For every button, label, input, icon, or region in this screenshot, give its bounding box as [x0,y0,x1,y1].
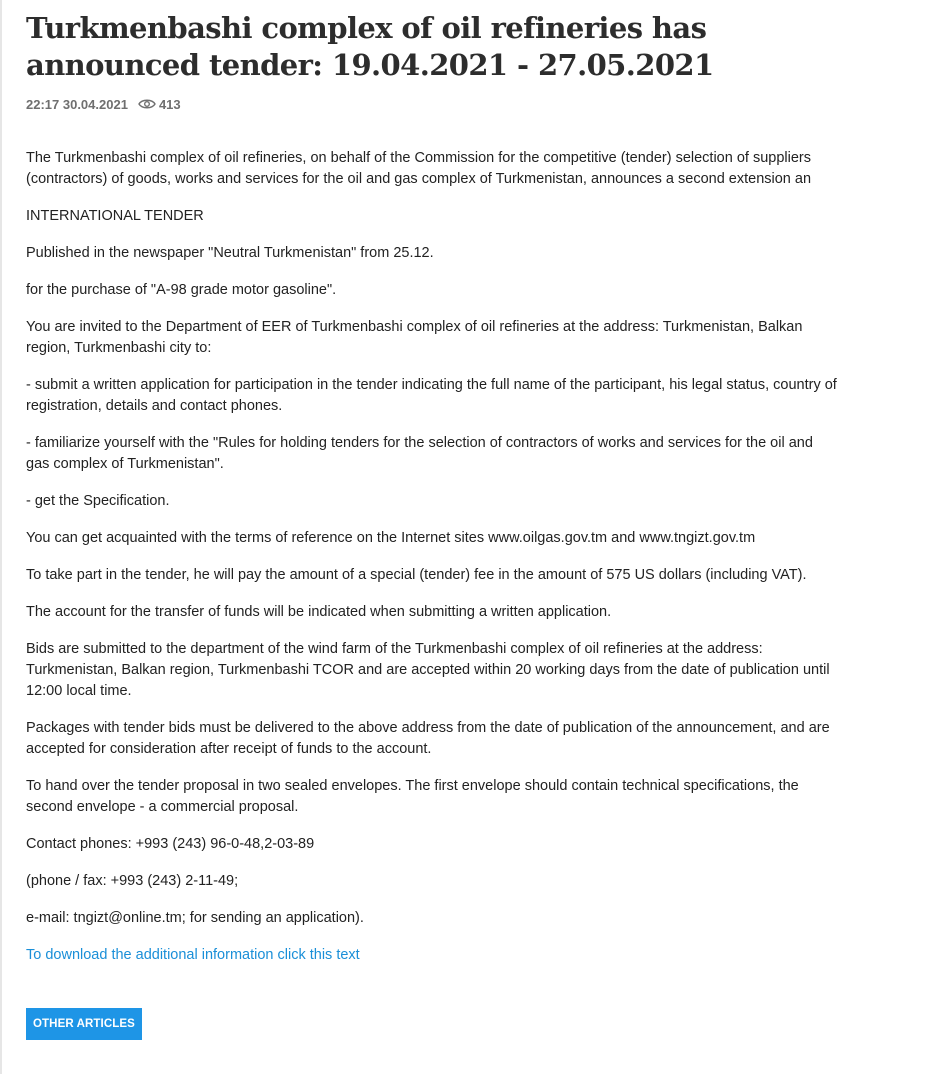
article [26,0,838,1040]
paragraph: You are invited to the Department of EER of Turkmenbashi complex of oil refineries at the address: Turkmenistan, Balkan region, Turkmenbashi city to: [26,319,803,356]
article-timestamp: 22:17 30.04.2021 [26,96,128,112]
download-paragraph [26,945,838,966]
paragraph: The account for the transfer of funds will be indicated when submitting a written application. [26,604,612,620]
paragraph: e-mail: tngizt@online.tm; for sending an application). [26,910,364,926]
paragraph: INTERNATIONAL TENDER [26,208,204,224]
paragraph: You can get acquainted with the terms of reference on the Internet sites www.oilgas.gov.tm and www.tngizt.gov.tm [26,530,756,546]
article-title: Turkmenbashi complex of oil refineries has announced tender: 19.04.2021 - 27.05.2021 [26,11,714,82]
paragraph: To take part in the tender, he will pay the amount of a special (tender) fee in the amount of 575 US dollars (including VAT). [26,567,807,583]
view-count-value: 413 [158,96,181,112]
paragraph: To hand over the tender proposal in two sealed envelopes. The first envelope should contain technical specifications, the second envelope - a commercial proposal. [26,778,799,815]
left-divider [0,0,2,1074]
paragraph: - submit a written application for participation in the tender indicating the full name of the participant, his legal status, country of registration, details and contact phones. [26,377,837,414]
paragraph: Published in the newspaper "Neutral Turkmenistan" from 25.12. [26,245,434,261]
paragraph: - get the Specification. [26,493,170,509]
eye-icon [138,98,156,110]
paragraph: The Turkmenbashi complex of oil refineries, on behalf of the Commission for the competitive (tender) selection of suppliers (contractors) of goods, works and services for the oil and gas complex of Turkmenistan, announces a second extension an [26,150,812,187]
paragraph: (phone / fax: +993 (243) 2-11-49; [26,873,239,889]
article-body [26,148,838,966]
other-articles-button[interactable]: OTHER ARTICLES [26,1008,142,1040]
article-meta [26,96,838,112]
paragraph: Bids are submitted to the department of the wind farm of the Turkmenbashi complex of oil refineries at the address: Turkmenistan, Balkan region, Turkmenbashi TCOR and are accepted within 20 working days from the date of publication until 12:00 local time. [26,641,830,699]
download-link[interactable]: To download the additional information click this text [26,947,360,963]
paragraph: for the purchase of "A-98 grade motor gasoline". [26,282,337,298]
view-count [138,97,181,112]
paragraph: Contact phones: +993 (243) 96-0-48,2-03-89 [26,836,315,852]
paragraph: - familiarize yourself with the "Rules for holding tenders for the selection of contractors of works and services for the oil and gas complex of Turkmenistan". [26,435,813,472]
paragraph: Packages with tender bids must be delivered to the above address from the date of publication of the announcement, and are accepted for consideration after receipt of funds to the account. [26,720,830,757]
